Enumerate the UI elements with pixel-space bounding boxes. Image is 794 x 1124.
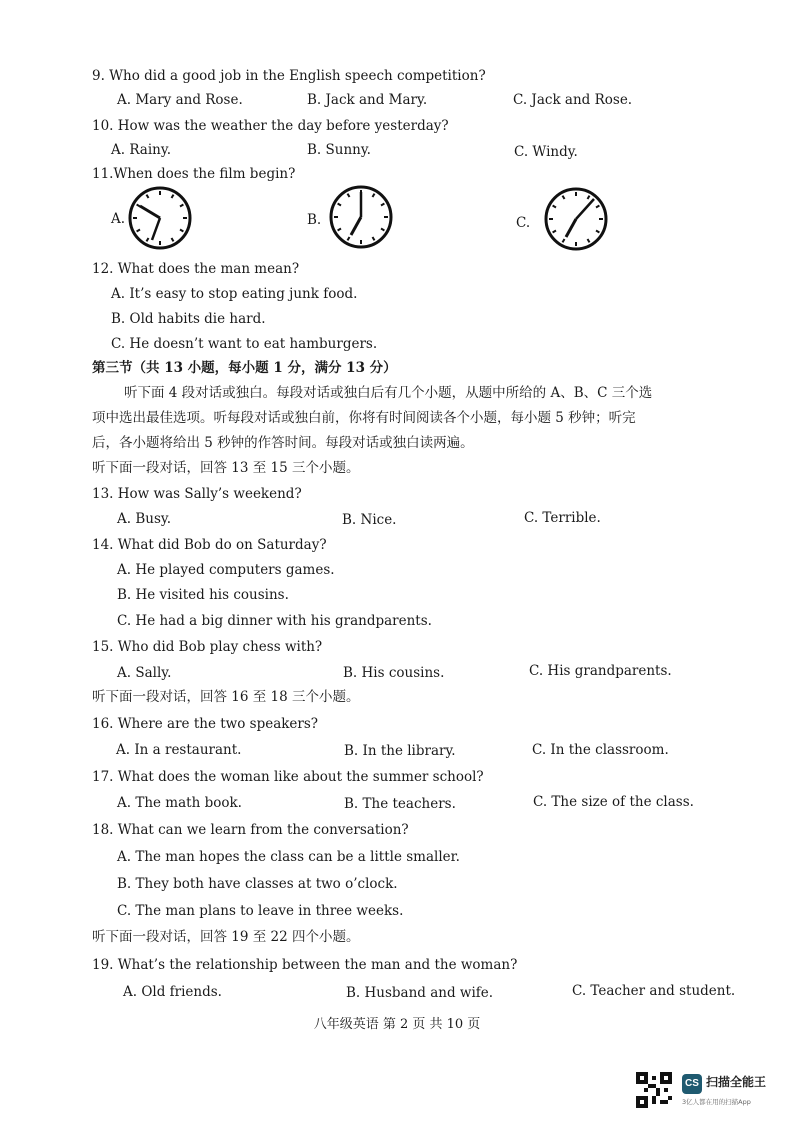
question-13-option-b: B. Nice. [342,512,397,528]
question-18-stem: 18. What can we learn from the conversation? [92,822,409,838]
question-19-stem: 19. What’s the relationship between the man and the woman? [92,957,518,973]
question-12-option-a: A. It’s easy to stop eating junk food. [111,286,358,302]
group-2-header: 听下面一段对话，回答 16 至 18 三个小题。 [92,689,360,705]
question-11-stem: 11.When does the film begin? [92,166,296,182]
question-18-option-b: B. They both have classes at two o’clock. [117,876,398,892]
question-19-option-c: C. Teacher and student. [572,983,736,999]
question-14-stem: 14. What did Bob do on Saturday? [92,537,327,553]
question-14-option-b: B. He visited his cousins. [117,587,289,603]
question-18-option-c: C. The man plans to leave in three weeks. [117,903,404,919]
question-14-option-c: C. He had a big dinner with his grandparents. [117,613,432,629]
question-10-stem: 10. How was the weather the day before yesterday? [92,118,449,134]
question-16-option-a: A. In a restaurant. [116,742,242,758]
question-19-option-a: A. Old friends. [123,984,222,1000]
question-18-option-a: A. The man hopes the class can be a little smaller. [117,849,460,865]
question-11-option-b: B. [307,212,322,228]
question-12-option-b: B. Old habits die hard. [111,311,266,327]
question-12-stem: 12. What does the man mean? [92,261,300,277]
camscanner-title: 扫描全能王 [706,1075,767,1089]
camscanner-subtitle: 3亿人都在用的扫描App [682,1098,751,1106]
question-12-option-c: C. He doesn’t want to eat hamburgers. [111,336,378,352]
question-9-stem: 9. Who did a good job in the English speech competition? [92,68,486,84]
question-17-option-c: C. The size of the class. [533,794,694,810]
question-13-option-a: A. Busy. [117,511,171,527]
page-footer: 八年级英语 第 2 页 共 10 页 [313,1017,481,1032]
question-15-option-a: A. Sally. [117,665,172,681]
question-17-option-a: A. The math book. [117,795,242,811]
section-header: 第三节（共 13 小题，每小题 1 分，满分 13 分） [92,360,397,376]
question-11-option-a: A. [111,211,126,227]
question-17-option-b: B. The teachers. [344,796,456,812]
question-9-option-a: A. Mary and Rose. [117,92,243,108]
question-15-option-b: B. His cousins. [343,665,445,681]
question-10-option-c: C. Windy. [514,144,578,160]
question-17-stem: 17. What does the woman like about the summer school? [92,769,484,785]
question-16-option-b: B. In the library. [344,743,456,759]
clock-a-icon [126,184,194,252]
question-15-option-c: C. His grandparents. [529,663,672,679]
question-13-option-c: C. Terrible. [524,510,601,526]
question-14-option-a: A. He played computers games. [117,562,335,578]
instructions-line-1: 听下面 4 段对话或独白。每段对话或独白后有几个小题，从题中所给的 A、B、C 三个选 [124,385,653,401]
question-9-option-c: C. Jack and Rose. [513,92,633,108]
scanner-watermark [636,1068,786,1112]
clock-b-icon [327,183,395,251]
question-11-option-c: C. [516,215,531,231]
clock-c-icon [542,185,610,253]
instructions-line-3: 后，各小题将给出 5 秒钟的作答时间。每段对话或独白读两遍。 [92,435,474,451]
group-3-header: 听下面一段对话，回答 19 至 22 四个小题。 [92,929,360,945]
group-1-header: 听下面一段对话，回答 13 至 15 三个小题。 [92,460,360,476]
camscanner-logo-icon: CS [682,1074,702,1094]
question-9-option-b: B. Jack and Mary. [307,92,428,108]
instructions-line-2: 项中选出最佳选项。听每段对话或独白前，你将有时间阅读各个小题，每小题 5 秒钟；听完 [92,410,636,426]
question-19-option-b: B. Husband and wife. [346,985,494,1001]
question-13-stem: 13. How was Sally’s weekend? [92,486,302,502]
qr-code-icon [636,1072,672,1108]
question-15-stem: 15. Who did Bob play chess with? [92,639,323,655]
question-16-option-c: C. In the classroom. [532,742,669,758]
question-10-option-b: B. Sunny. [307,142,371,158]
question-10-option-a: A. Rainy. [111,142,171,158]
question-16-stem: 16. Where are the two speakers? [92,716,319,732]
